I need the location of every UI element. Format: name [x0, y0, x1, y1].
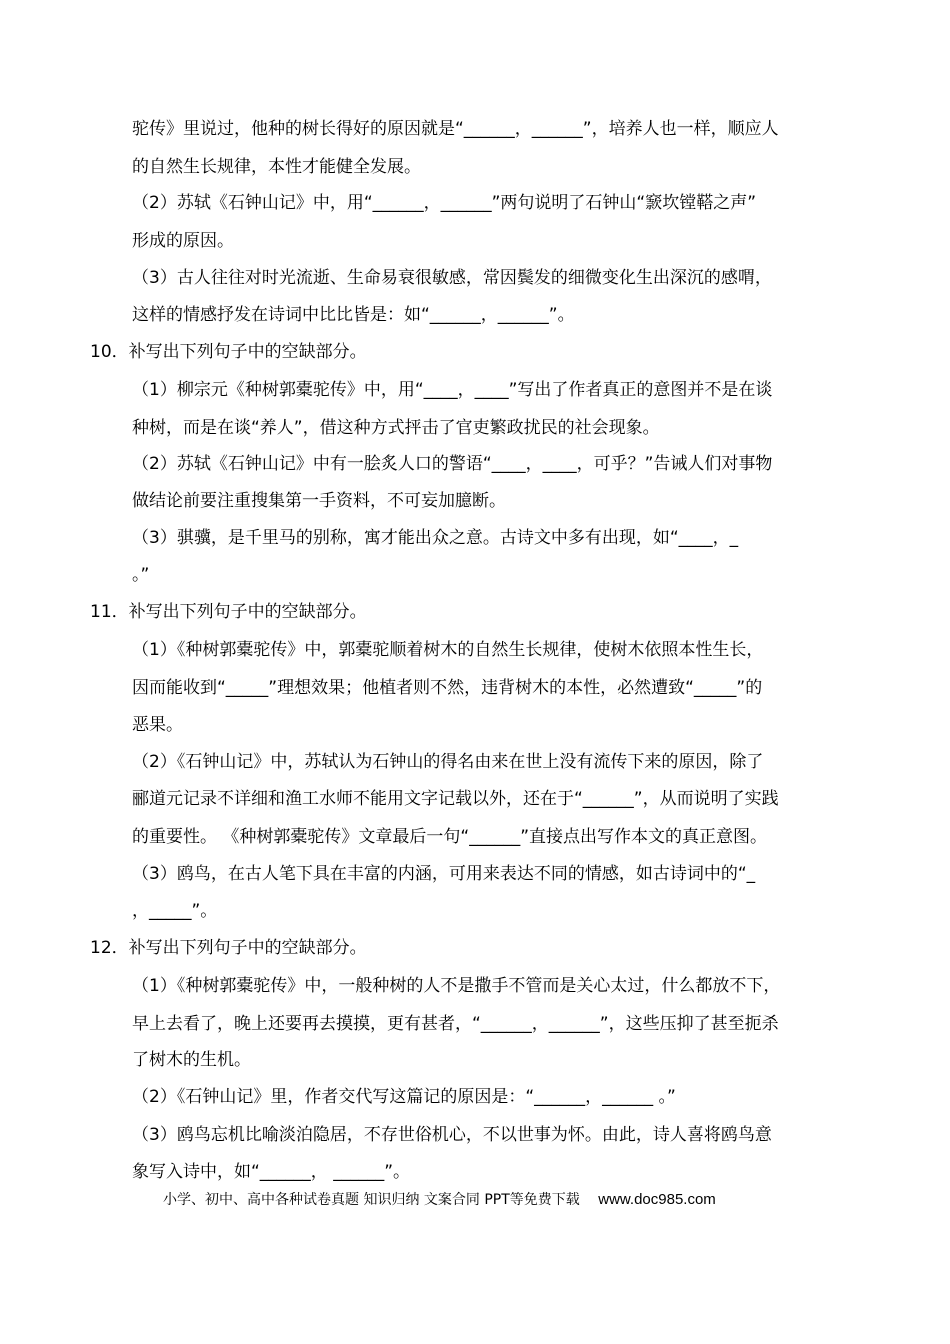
- text-line: 。”: [132, 565, 150, 585]
- text-line: 的自然生长规律，本性才能健全发展。: [132, 157, 421, 177]
- text-line: （1）柳宗元《种树郭橐驼传》中，用“____，____”写出了作者真正的意图并不是在谈: [132, 380, 773, 400]
- text-line: 种树，而是在谈“养人”，借这种方式抨击了官吏繁政扰民的社会现象。: [132, 418, 660, 438]
- text-line: 了树木的生机。: [132, 1050, 251, 1070]
- text-line: 恶果。: [132, 715, 183, 735]
- text-line: （3）古人往往对时光流逝、生命易衰很敏感，常因鬓发的细微变化生出深沉的感喟，: [132, 268, 772, 288]
- text-line: 的重要性。 《种树郭橐驼传》文章最后一句“______”直接点出写作本文的真正意图。: [132, 827, 768, 847]
- text-line: （2）《石钟山记》中，苏轼认为石钟山的得名由来在世上没有流传下来的原因，除了: [132, 752, 764, 772]
- text-line: 因而能收到“_____”理想效果；他植者则不然，违背树木的本性，必然遭致“_____”的: [132, 678, 763, 698]
- text-line: 做结论前要注重搜集第一手资料，不可妄加臆断。: [132, 491, 506, 511]
- question-heading: 10．补写出下列句子中的空缺部分。: [90, 342, 367, 362]
- text-line: （1）《种树郭橐驼传》中，郭橐驼顺着树木的自然生长规律，使树木依照本性生长，: [132, 640, 764, 660]
- text-line: 驼传》里说过，他种的树长得好的原因就是“______，______”，培养人也一样，顺应人: [132, 119, 779, 139]
- text-line: （2）苏轼《石钟山记》中，用“______，______”两句说明了石钟山“窾坎镗鞳之声”: [132, 193, 757, 213]
- text-line: ，_____”。: [132, 901, 218, 921]
- text-line: （1）《种树郭橐驼传》中，一般种树的人不是撒手不管而是关心太过，什么都放不下，: [132, 976, 781, 996]
- text-line: 形成的原因。: [132, 231, 234, 251]
- text-line: （2）《石钟山记》里，作者交代写这篇记的原因是：“______，______ 。”: [132, 1087, 676, 1107]
- text-line: 早上去看了，晚上还要再去摸摸，更有甚者，“______，______”，这些压抑了甚至扼杀: [132, 1014, 779, 1034]
- text-line: （3）鸥鸟忘机比喻淡泊隐居，不存世俗机心，不以世事为怀。由此，诗人喜将鸥鸟意: [132, 1125, 772, 1145]
- text-line: （3）骐骥，是千里马的别称，寓才能出众之意。古诗文中多有出现，如“____，_: [132, 528, 739, 548]
- footer-url[interactable]: www.doc985.com: [598, 1191, 716, 1208]
- text-line: （3）鸥鸟，在古人笔下具在丰富的内涵，可用来表达不同的情感，如古诗词中的“_: [132, 864, 756, 884]
- question-heading: 12．补写出下列句子中的空缺部分。: [90, 938, 367, 958]
- text-line: （2）苏轼《石钟山记》中有一脍炙人口的警语“____，____，可乎？”告诫人们对事物: [132, 454, 773, 474]
- footer-text: 小学、初中、高中各种试卷真题 知识归纳 文案合同 PPT等免费下载: [163, 1192, 580, 1208]
- text-line: 这样的情感抒发在诗词中比比皆是：如“______，______”。: [132, 305, 575, 325]
- text-line: 象写入诗中，如“______， ______”。: [132, 1162, 411, 1182]
- text-line: 郦道元记录不详细和渔工水师不能用文字记载以外，还在于“______”，从而说明了实践: [132, 789, 779, 809]
- page-footer: [163, 1190, 716, 1210]
- question-heading: 11．补写出下列句子中的空缺部分。: [90, 602, 367, 622]
